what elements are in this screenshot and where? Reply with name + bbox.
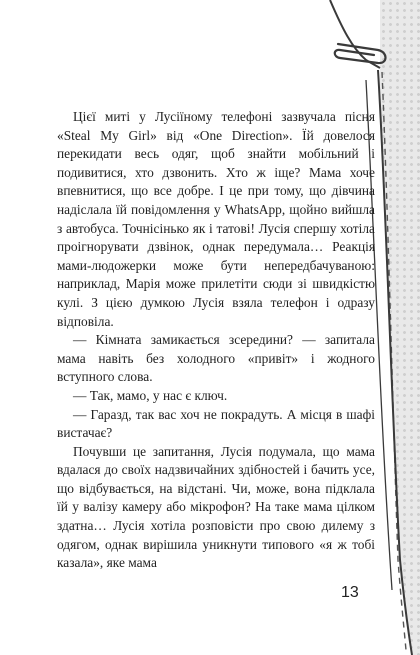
- paragraph: — Так, мамо, у нас є ключ.: [73, 387, 228, 403]
- paragraph: — Кімната замикається зсередини? — запитала мама навіть без холодного «привіт» і жодного вступного слова.: [57, 332, 375, 385]
- body-text: [57, 108, 375, 573]
- paragraph: Почувши це запитання, Лусія подумала, що мама вдалася до своїх надзвичайних здібностей і бачить усе, що відбувається, на відстані. Чи, може, вона підклала їй у валізу камеру або мікрофон? На таке мама цілком здатна… Лусія хотіла розповісти про свою дилему з одягом, однак вирішила уникнути типового «я ж тобі казала», яке мама: [57, 443, 375, 571]
- paragraph: — Гаразд, так вас хоч не покрадуть. А місця в шафі вистачає?: [57, 406, 375, 441]
- paragraph: Цієї миті у Лусіїному телефоні зазвучала пісня «Steal My Girl» від «One Direction». Їй довелося перекидати весь одяг, щоб знайти мобільний і подивитися, хто дзвонить. Хто ж іще? Мама хоче впевнитися, що все добре. І це при тому, що дівчина надіслала їй повідомлення у WhatsApp, щойно вийшла з автобуса. Точнісінько як і татові! Лусія спершу хотіла проігнорувати дзвінок, однак передумала… Реакція мами-людожерки може бути непередбачуваною: наприклад, Марія може прилетіти сюди зі швидкістю кулі. З цією думкою Лусія взяла телефон і одразу відповіла.: [57, 109, 375, 329]
- page-number: 13: [341, 584, 359, 601]
